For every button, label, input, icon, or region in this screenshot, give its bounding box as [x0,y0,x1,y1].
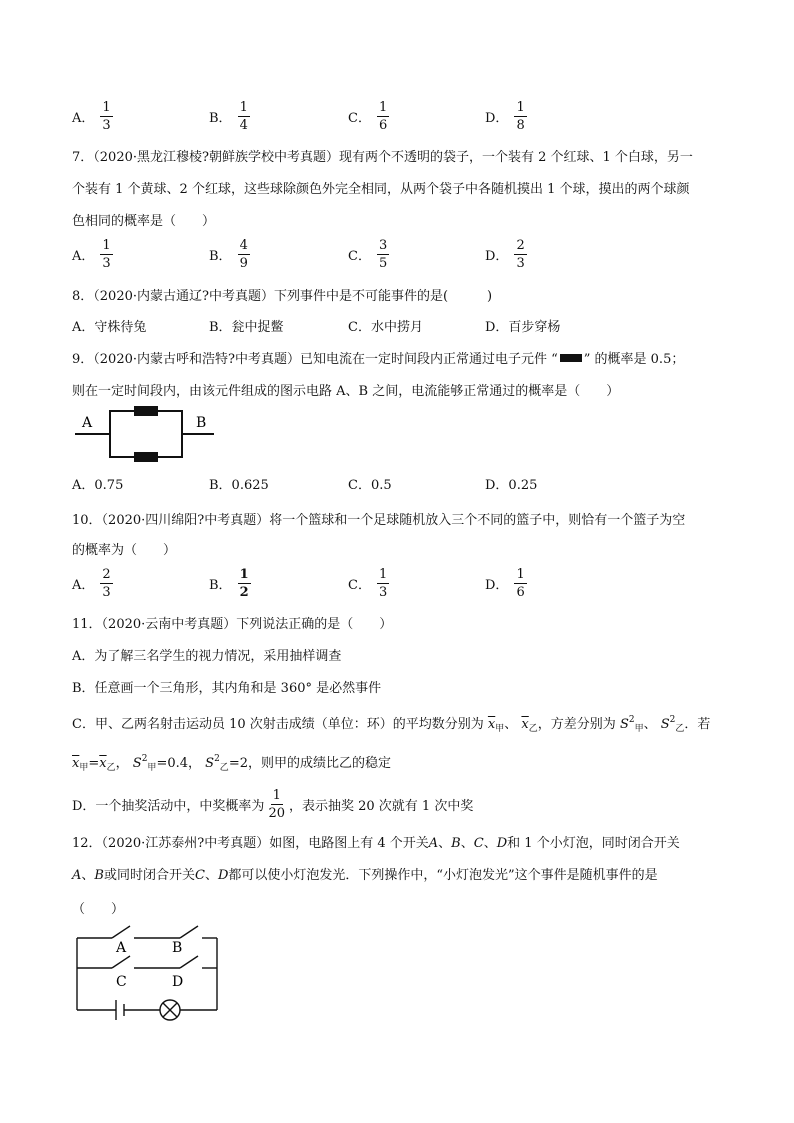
q7-options [72,234,772,274]
q10-option-d: D． $\frac{1}{6}$ [485,566,525,600]
q9-circuit-figure [72,398,222,468]
q6-options [72,96,772,136]
switch-b-label: B [172,940,183,956]
q9-option-b: B．0.625 [209,478,269,493]
q11-stem: 11．（2020·云南中考真题）下列说法正确的是（ ） [72,617,393,632]
q8-options [72,316,772,334]
q9-stem-line-1: 9．（2020·内蒙古呼和浩特?中考真题）已知电流在一定时间段内正常通过电子元件 “ ” 的概率是 0.5； [72,352,685,367]
switch-c-icon [112,956,130,968]
q7-stem-line-1: 7．（2020·黑龙江穆棱?朝鲜族学校中考真题）现有两个不透明的袋子，一个装有 2 个红球、1 个白球，另一 [72,150,693,165]
terminal-b-label: B [196,415,207,431]
q6-option-c: C． $\frac{1}{6}$ [348,99,388,133]
q10-options [72,563,772,603]
q12-stem-line-1: 12．（2020·江苏泰州?中考真题）如图，电路图上有 4 个开关A、B、C、D和 1 个小灯泡，同时闭合开关 [72,836,680,851]
q9-option-a: A．0.75 [72,478,124,493]
q6-option-a: A． $\frac{1}{3}$ [72,99,111,133]
q7-option-c: C． $\frac{3}{5}$ [348,237,388,271]
q8-option-a: A．守株待兔 [72,320,147,335]
q7-stem-line-2: 个装有 1 个黄球、2 个红球，这些球除颜色外完全相同，从两个袋子中各随机摸出 1 个球，摸出的两个球颜 [72,182,690,197]
q11-option-b: B．任意画一个三角形，其内角和是 360° 是必然事件 [72,681,382,696]
q12-circuit-figure [72,918,222,1028]
electronic-element-icon [560,354,582,362]
q11-option-c-line-1: C．甲、乙两名射击运动员 10 次射击成绩（单位：环）的平均数分别为 $\overline{x}_甲$、 $\overline{x}_乙$，方差分别为 $S^2_甲$、 $S^2_乙$．若 [72,715,711,734]
q9-stem-line-2: 则在一定时间段内，由该元件组成的图示电路 A、B 之间，电流能够正常通过的概率是（ ） [72,384,620,399]
q11-option-d: D．一个抽奖活动中，中奖概率为 $\frac{1}{20}$ ，表示抽奖 20 次就有 1 次中奖 [72,787,474,821]
switch-b-icon [180,926,198,938]
element-bottom-icon [134,452,158,462]
q7-stem-line-3: 色相同的概率是（ ） [72,214,216,229]
q8-option-d: D．百步穿杨 [485,320,561,335]
switch-d-icon [180,956,198,968]
q6-option-b: B． $\frac{1}{4}$ [209,99,248,133]
q8-option-c: C．水中捞月 [348,320,423,335]
q9-option-c: C．0.5 [348,478,392,493]
parallel-loop [110,411,182,457]
q7-option-b: B． $\frac{4}{9}$ [209,237,248,271]
q10-stem-line-2: 的概率为（ ） [72,543,177,558]
switch-a-icon [112,926,130,938]
q8-option-b: B．瓮中捉鳖 [209,320,284,335]
q12-stem-line-3: （ ） [72,902,125,917]
q7-option-d: D． $\frac{2}{3}$ [485,237,525,271]
q6-option-d: D． $\frac{1}{8}$ [485,99,525,133]
q7-option-a: A． $\frac{1}{3}$ [72,237,111,271]
q10-stem-line-1: 10．（2020·四川绵阳?中考真题）将一个篮球和一个足球随机放入三个不同的篮子中，则恰有一个篮子为空 [72,513,686,528]
q9-options [72,474,772,492]
switch-c-label: C [116,974,127,990]
q10-option-b: B． $\frac{1}{2}$ [209,566,249,600]
element-top-icon [134,406,158,416]
q10-option-c: C． $\frac{1}{3}$ [348,566,388,600]
q11-option-a: A．为了解三名学生的视力情况，采用抽样调查 [72,649,342,664]
terminal-a-label: A [82,415,93,431]
q11-option-c-line-2: $\overline{x}_甲=\overline{x}_乙$， $S^2_甲=0.4$， $S^2_乙=2$，则甲的成绩比乙的稳定 [72,754,391,773]
switch-d-label: D [172,974,184,990]
q10-option-a: A． $\frac{2}{3}$ [72,566,111,600]
q12-stem-line-2: A、B或同时闭合开关C、D都可以使小灯泡发光．下列操作中，“小灯泡发光”这个事件是随机事件的是 [72,868,658,883]
switch-a-label: A [116,940,127,956]
q9-option-d: D．0.25 [485,478,538,493]
q8-stem: 8．（2020·内蒙古通辽?中考真题）下列事件中是不可能事件的是( ) [72,289,493,304]
